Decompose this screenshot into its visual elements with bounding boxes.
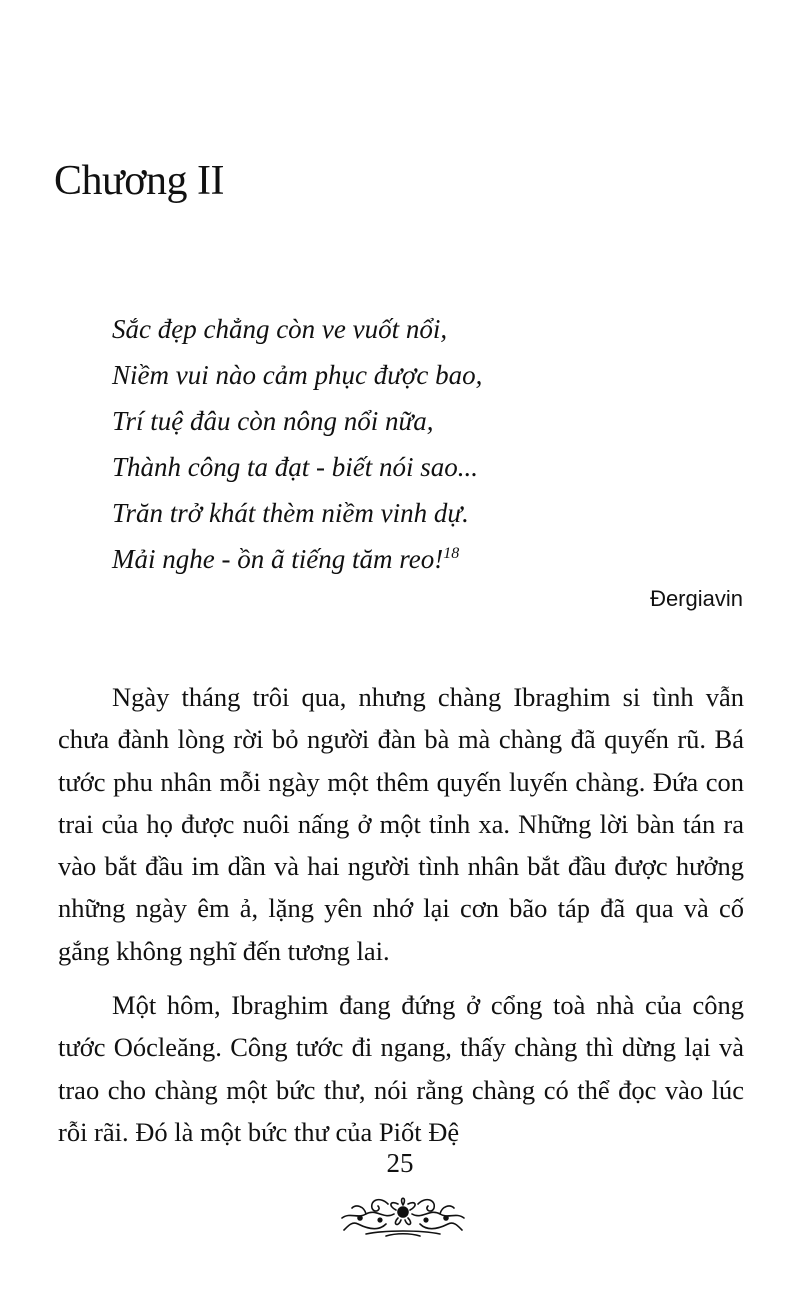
epigraph-line: Trăn trở khát thèm niềm vinh dự. xyxy=(112,498,469,528)
body-text xyxy=(58,676,744,1165)
footnote-reference[interactable]: 18 xyxy=(443,545,460,562)
chapter-title: Chương II xyxy=(54,158,224,204)
epigraph-line: Niềm vui nào cảm phục được bao, xyxy=(112,360,483,390)
paragraph: Ngày tháng trôi qua, nhưng chàng Ibraghim si tình vẫn chưa đành lòng rời bỏ người đàn bà mà chàng đã quyến rũ. Bá tước phu nhân mỗi ngày một thêm quyến luyến chàng. Đứa con trai của họ được nuôi nấng ở một tỉnh xa. Những lời bàn tán ra vào bắt đầu im dần và hai người tình nhân bắt đầu được hưởng những ngày êm ả, lặng yên nhớ lại cơn bão táp đã qua và cố gắng không nghĩ đến tương lai. xyxy=(58,682,744,966)
epigraph-last-line xyxy=(112,536,732,582)
epigraph-line: Mải nghe - ồn ã tiếng tăm reo! xyxy=(112,544,444,574)
epigraph-line: Trí tuệ đâu còn nông nổi nữa, xyxy=(112,406,434,436)
epigraph-line: Thành công ta đạt - biết nói sao... xyxy=(112,452,478,482)
floral-ornament-icon xyxy=(336,1190,470,1240)
paragraph: Một hôm, Ibraghim đang đứng ở cổng toà nhà của công tước Oócleăng. Công tước đi ngang, thấy chàng thì dừng lại và trao cho chàng một bức thư, nói rằng chàng có thể đọc vào lúc rỗi rãi. Đó là một bức thư của Piốt Đệ xyxy=(58,990,744,1147)
epigraph xyxy=(112,306,732,582)
page-number: 25 xyxy=(386,1148,414,1178)
epigraph-attribution: Đergiavin xyxy=(650,586,743,611)
epigraph-line: Sắc đẹp chẳng còn ve vuốt nổi, xyxy=(112,314,448,344)
